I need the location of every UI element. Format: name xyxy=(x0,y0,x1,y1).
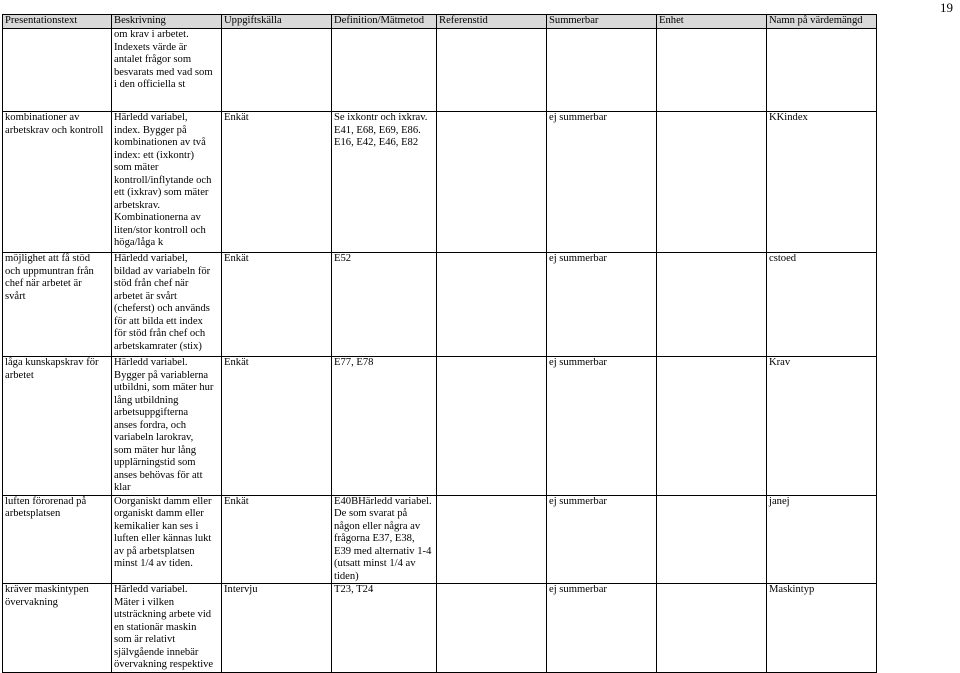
table-row xyxy=(3,29,877,112)
cell-namn: Krav xyxy=(767,357,877,496)
table-header-row xyxy=(3,15,877,29)
cell-summerbar: ej summerbar xyxy=(547,253,657,357)
cell-referenstid xyxy=(437,357,547,496)
cell-uppgiftskalla: Enkät xyxy=(222,253,332,357)
cell-presentationstext: låga kunskapskrav för arbetet xyxy=(3,357,112,496)
cell-presentationstext: kräver maskintypen övervakning xyxy=(3,584,112,673)
cell-beskrivning: Härledd variabel, bildad av variabeln för stöd från chef när arbetet är svårt (cheferst) och används för att bilda ett index för stöd från chef och arbetskamrater (stix) xyxy=(112,253,222,357)
table-row xyxy=(3,253,877,357)
cell-namn xyxy=(767,29,877,112)
table-row xyxy=(3,357,877,496)
cell-presentationstext: luften förorenad på arbetsplatsen xyxy=(3,495,112,584)
cell-definition xyxy=(332,29,437,112)
cell-definition: E52 xyxy=(332,253,437,357)
cell-enhet xyxy=(657,495,767,584)
cell-enhet xyxy=(657,584,767,673)
cell-namn: KKindex xyxy=(767,112,877,253)
cell-presentationstext xyxy=(3,29,112,112)
cell-namn: janej xyxy=(767,495,877,584)
cell-definition: E77, E78 xyxy=(332,357,437,496)
variable-definition-table xyxy=(2,14,877,673)
cell-referenstid xyxy=(437,253,547,357)
cell-referenstid xyxy=(437,112,547,253)
cell-beskrivning: Oorganiskt damm eller organiskt damm eller kemikalier kan ses i luften eller kännas lukt av på arbetsplatsen minst 1/4 av tiden. xyxy=(112,495,222,584)
table-row xyxy=(3,495,877,584)
cell-summerbar: ej summerbar xyxy=(547,495,657,584)
cell-referenstid xyxy=(437,495,547,584)
page-number: 19 xyxy=(940,0,953,15)
table-row xyxy=(3,584,877,673)
cell-definition: Se ixkontr och ixkrav. E41, E68, E69, E86. E16, E42, E46, E82 xyxy=(332,112,437,253)
cell-uppgiftskalla: Enkät xyxy=(222,357,332,496)
cell-presentationstext: möjlighet att få stöd och uppmuntran från chef när arbetet är svårt xyxy=(3,253,112,357)
cell-presentationstext: kombinationer av arbetskrav och kontroll xyxy=(3,112,112,253)
table-row xyxy=(3,112,877,253)
cell-uppgiftskalla: Enkät xyxy=(222,112,332,253)
cell-beskrivning: Härledd variabel, index. Bygger på kombinationen av två index: ett (ixkontr) som mäter kontroll/inflytande och ett (ixkrav) som mäter arbetskrav. Kombinationerna av liten/stor kontroll och höga/låga k xyxy=(112,112,222,253)
column-header-enhet: Enhet xyxy=(657,15,767,29)
cell-enhet xyxy=(657,112,767,253)
column-header-presentationstext: Presentationstext xyxy=(3,15,112,29)
cell-definition: E40BHärledd variabel. De som svarat på någon eller några av frågorna E37, E38, E39 med alternativ 1-4 (utsatt minst 1/4 av tiden) xyxy=(332,495,437,584)
cell-summerbar: ej summerbar xyxy=(547,584,657,673)
cell-summerbar: ej summerbar xyxy=(547,357,657,496)
column-header-uppgiftskalla: Uppgiftskälla xyxy=(222,15,332,29)
cell-referenstid xyxy=(437,584,547,673)
column-header-beskrivning: Beskrivning xyxy=(112,15,222,29)
cell-enhet xyxy=(657,253,767,357)
cell-namn: Maskintyp xyxy=(767,584,877,673)
cell-beskrivning: Härledd variabel. Mäter i vilken utsträckning arbete vid en stationär maskin som är relativt självgående innebär övervakning respektive xyxy=(112,584,222,673)
cell-enhet xyxy=(657,357,767,496)
cell-uppgiftskalla: Intervju xyxy=(222,584,332,673)
column-header-definition: Definition/Mätmetod xyxy=(332,15,437,29)
cell-uppgiftskalla xyxy=(222,29,332,112)
cell-referenstid xyxy=(437,29,547,112)
cell-summerbar xyxy=(547,29,657,112)
cell-beskrivning: om krav i arbetet. Indexets värde är antalet frågor som besvarats med vad som i den officiella st xyxy=(112,29,222,112)
cell-enhet xyxy=(657,29,767,112)
column-header-namn: Namn på värdemängd xyxy=(767,15,877,29)
cell-definition: T23, T24 xyxy=(332,584,437,673)
column-header-referenstid: Referenstid xyxy=(437,15,547,29)
cell-beskrivning: Härledd variabel. Bygger på variablerna utbildni, som mäter hur lång utbildning arbetsuppgifterna anses fordra, och variabeln larokrav, som mäter hur lång upplärningstid som anses behövas för att klar xyxy=(112,357,222,496)
cell-namn: cstoed xyxy=(767,253,877,357)
column-header-summerbar: Summerbar xyxy=(547,15,657,29)
cell-uppgiftskalla: Enkät xyxy=(222,495,332,584)
cell-summerbar: ej summerbar xyxy=(547,112,657,253)
